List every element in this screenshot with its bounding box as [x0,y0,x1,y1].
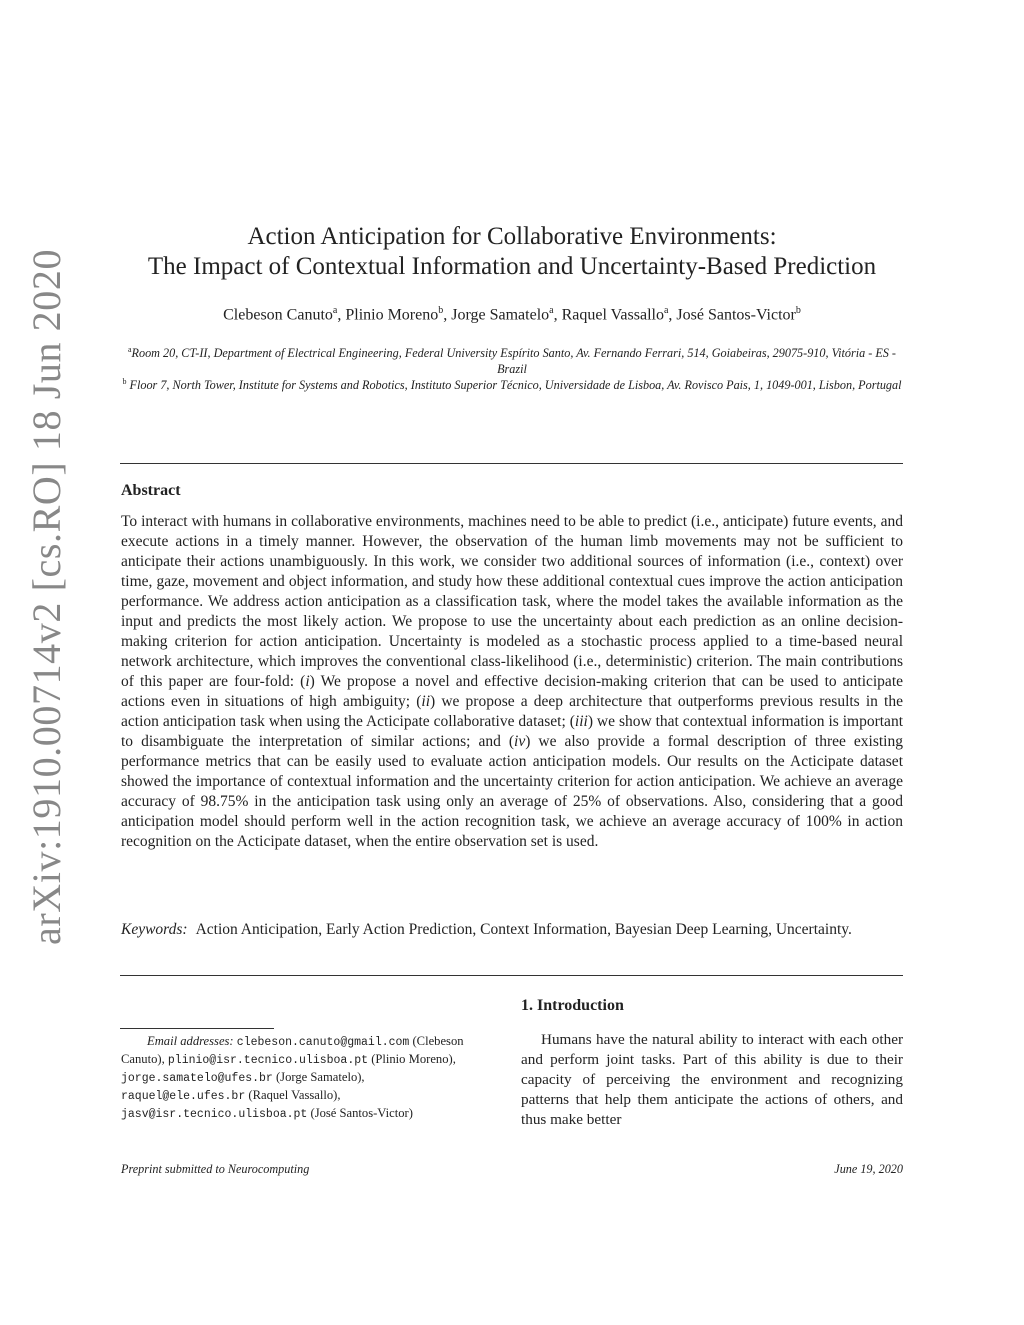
enum-marker: iv [514,733,526,750]
affiliation-b-sup: b [122,377,127,386]
affiliation-a [120,342,904,377]
title-line-1: Action Anticipation for Collaborative Environments: [247,223,777,250]
introduction-paragraph: Humans have the natural ability to interact with each other and perform joint tasks. Part of this ability is due to their capacity of perceiving the environment and recognizing patterns that help them anticipate the actions of others, and thus make better [521,1031,903,1128]
author-affil-sup: a [549,305,554,316]
author-name: José Santos-Victor [676,306,796,324]
footer-preprint-note: Preprint submitted to Neurocomputing [121,1162,310,1176]
email-link[interactable]: jorge.samatelo@ufes.br [121,1072,273,1085]
enum-marker: ii [421,693,431,710]
keywords-text: Action Anticipation, Early Action Prediction, Context Information, Bayesian Deep Learning, Uncertainty. [195,921,852,938]
title-line-2: The Impact of Contextual Information and Uncertainty-Based Prediction [147,253,877,280]
author-affil-sup: b [795,305,801,316]
author-affil-sup: a [663,305,669,316]
footer-date: June 19, 2020 [834,1162,903,1176]
abstract-top-rule [120,463,903,464]
affiliation-a-sup: a [127,345,132,354]
section-heading-introduction: 1. Introduction [521,997,624,1014]
author-name: Plinio Moreno [345,306,439,324]
email-link[interactable]: raquel@ele.ufes.br [121,1090,246,1103]
email-owner: (Clebeson Canuto), [121,1034,464,1066]
email-link[interactable]: clebeson.canuto@gmail.com [236,1036,410,1049]
abstract-heading: Abstract [121,482,181,499]
abstract-text: To interact with humans in collaborative environments, machines need to be able to predict (i.e., anticipate) future events, and execute actions in a timely manner. However, the observation of the human limb movements may not be sufficient to anticipate their actions unambiguously. In this work, we consider two additional sources of information (i.e., context) over time, gaze, movement and object information, and study how these additional contextual cues improve the action anticipation performance. We address action anticipation as a classification task, where the model takes the available information as the input and predicts the most likely action. We propose to use the uncertainty about each prediction as an online decision-making criterion for action anticipation. Uncertainty is modeled as a stochastic process applied to a time-based neural network architecture, which improves the conventional class-likelihood (i.e., deterministic) criterion. The main contributions of this paper are four-fold: ( [121,513,903,690]
keywords [121,920,903,940]
footnote-label: Email addresses: [147,1034,234,1048]
footnote-emails [121,1033,503,1123]
abstract-text: ) we show that contextual information is important to disambiguate the interpretation of similar actions; and ( [121,713,903,750]
keywords-label: Keywords: [121,921,188,938]
author-affil-sup: a [332,305,338,316]
abstract-text: ) we propose a deep architecture that outperforms previous results in the action anticipation task when using the Acticipate collaborative dataset; ( [121,693,903,730]
author-affil-sup: b [438,305,444,316]
enum-marker: iii [574,713,588,730]
email-owner: (Plinio Moreno), [371,1052,456,1066]
arxiv-stamp: arXiv:1910.00714v2 [cs.RO] 18 Jun 2020 [24,248,69,945]
author-name: Jorge Samatelo [451,306,550,324]
affiliation-a-text: Room 20, CT-II, Department of Electrical Engineering, Federal University Espírito Santo, Av. Fernando Ferrari, 514, Goiabeiras, 29075-910, Vitória - ES - Brazil [131,346,896,377]
abstract-bottom-rule [120,975,903,976]
affiliation-b-text: Floor 7, North Tower, Institute for Systems and Robotics, Instituto Superior Técnico, Universidade de Lisboa, Av. Rovisco Pais, 1, 1049-001, Lisbon, Portugal [129,378,902,393]
author-list: Clebeson Canuto$^a$, Plinio Moreno$^b$, Jorge Samatelo$^a$, Raquel Vassallo$^a$, José Santos-Victor$^b$ [223,305,801,324]
enum-marker: i [305,673,310,690]
email-owner: (Raquel Vassallo), [248,1088,341,1102]
author-name: Clebeson Canuto [223,306,333,324]
abstract-text: ) We propose a novel and effective decision-making criterion that can be used to anticipate actions even in situations of high ambiguity; ( [121,673,904,710]
email-link[interactable]: jasv@isr.tecnico.ulisboa.pt [121,1108,308,1121]
author-name: Raquel Vassallo [561,306,664,324]
email-owner: (José Santos-Victor) [310,1106,413,1120]
email-owner: (Jorge Samatelo), [275,1070,365,1084]
abstract-body [121,512,903,852]
affiliation-b [120,374,904,393]
abstract-text: ) we also provide a formal description of three existing performance metrics that can be easily used to evaluate action anticipation models. Our results on the Acticipate dataset showed the importance of contextual information and the uncertainty criterion for action anticipation. We achieve an average accuracy of 98.75% in the anticipation task using only an average of 25% of observations. Also, considering that a good anticipation model should perform well in the action recognition task, we achieve an average accuracy of 100% in action recognition on the Acticipate dataset, when the entire observation set is used. [121,733,903,850]
footnote-rule [120,1028,274,1029]
email-link[interactable]: plinio@isr.tecnico.ulisboa.pt [167,1054,369,1067]
